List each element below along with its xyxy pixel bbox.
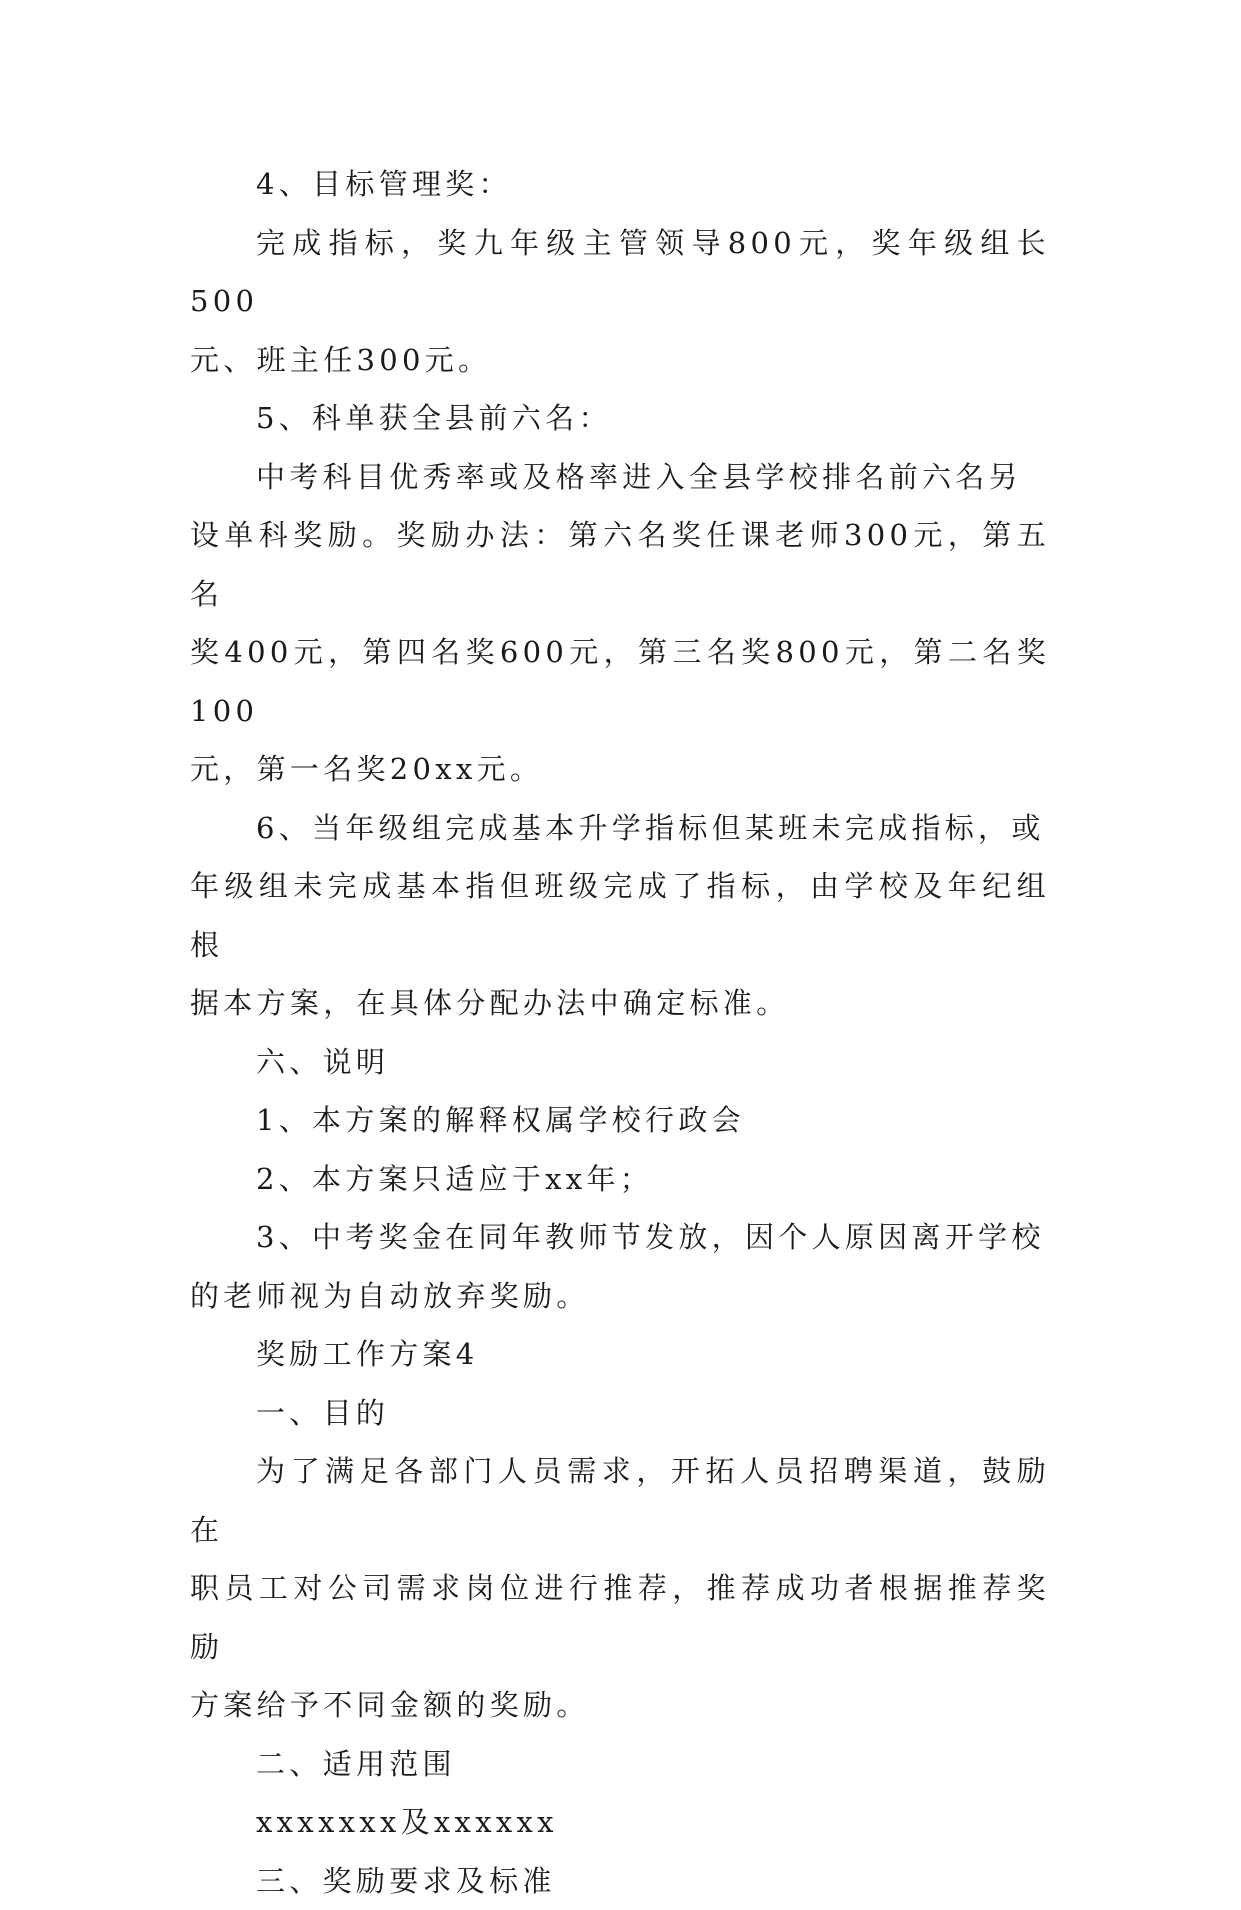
paragraph-purpose-detail (190, 1442, 1050, 1735)
text-line: 据本方案，在具体分配办法中确定标准。 (190, 974, 1050, 1033)
section-heading-scope (190, 1735, 1050, 1794)
paragraph-note-2 (190, 1150, 1050, 1209)
paragraph-single-subject-detail (190, 448, 1050, 799)
paragraph-scope-detail (190, 1793, 1050, 1852)
text-line: 元、班主任300元。 (190, 331, 1050, 390)
text-line: 的老师视为自动放弃奖励。 (190, 1267, 1050, 1326)
document-page (190, 155, 1050, 1910)
text-line: 奖400元，第四名奖600元，第三名奖800元，第二名奖100 (190, 623, 1050, 740)
paragraph-grade-group-rule (190, 799, 1050, 1033)
text-line: 6、当年级组完成基本升学指标但某班未完成指标，或 (190, 799, 1050, 858)
text-line: 职员工对公司需求岗位进行推荐，推荐成功者根据推荐奖励 (190, 1559, 1050, 1676)
text-line: 设单科奖励。奖励办法：第六名奖任课老师300元，第五名 (190, 506, 1050, 623)
document-subtitle-plan-4 (190, 1325, 1050, 1384)
text-line: 元，第一名奖20xx元。 (190, 740, 1050, 799)
text-line: 方案给予不同金额的奖励。 (190, 1676, 1050, 1735)
paragraph-note-1 (190, 1091, 1050, 1150)
section-heading-notes (190, 1033, 1050, 1092)
text-line: 年级组未完成基本指但班级完成了指标，由学校及年纪组根 (190, 857, 1050, 974)
text-line: 1、本方案的解释权属学校行政会 (190, 1091, 1050, 1150)
paragraph-note-3 (190, 1208, 1050, 1325)
paragraph-single-subject-award (190, 389, 1050, 448)
text-line: 一、目的 (190, 1384, 1050, 1443)
text-line: 5、科单获全县前六名： (190, 389, 1050, 448)
text-line: 奖励工作方案4 (190, 1325, 1050, 1384)
text-line: 完成指标，奖九年级主管领导800元，奖年级组长500 (190, 214, 1050, 331)
text-line: 3、中考奖金在同年教师节发放，因个人原因离开学校 (190, 1208, 1050, 1267)
text-line: 六、说明 (190, 1033, 1050, 1092)
text-line: 4、目标管理奖： (190, 155, 1050, 214)
text-line: 中考科目优秀率或及格率进入全县学校排名前六名另 (190, 448, 1050, 507)
paragraph-target-management-award (190, 155, 1050, 214)
text-line: 二、适用范围 (190, 1735, 1050, 1794)
text-line: xxxxxxx及xxxxxx (190, 1793, 1050, 1852)
paragraph-target-management-detail (190, 214, 1050, 390)
text-line: 为了满足各部门人员需求，开拓人员招聘渠道，鼓励在 (190, 1442, 1050, 1559)
section-heading-award-standards (190, 1852, 1050, 1910)
section-heading-purpose (190, 1384, 1050, 1443)
text-line: 2、本方案只适应于xx年； (190, 1150, 1050, 1209)
text-line: 三、奖励要求及标准 (190, 1852, 1050, 1910)
